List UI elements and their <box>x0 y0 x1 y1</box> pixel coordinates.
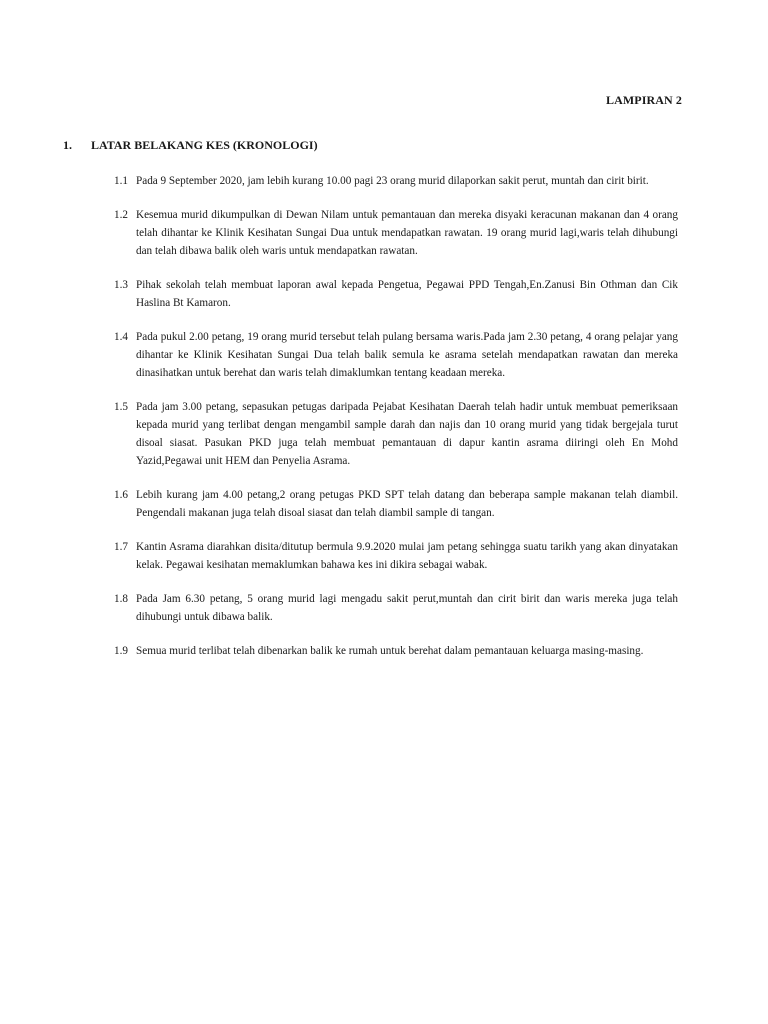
list-item <box>114 328 678 382</box>
item-number: 1.9 <box>114 645 128 657</box>
item-text: Pihak sekolah telah membuat laporan awal kepada Pengetua, Pegawai PPD Tengah,En.Zanusi Bin Othman dan Cik Haslina Bt Kamaron. <box>136 279 678 309</box>
list-item <box>114 538 678 574</box>
item-number: 1.8 <box>114 593 128 605</box>
item-text: Pada pukul 2.00 petang, 19 orang murid tersebut telah pulang bersama waris.Pada jam 2.30 petang, 4 orang pelajar yang dihantar ke Klinik Kesihatan Sungai Dua telah balik semula ke asrama setelah mendapatkan rawatan dan mereka dinasihatkan untuk berehat dan waris telah dimaklumkan tentang keadaan mereka. <box>136 331 678 379</box>
item-number: 1.6 <box>114 489 128 501</box>
item-number: 1.5 <box>114 401 128 413</box>
list-item <box>114 206 678 260</box>
list-item <box>114 590 678 626</box>
section-title: LATAR BELAKANG KES (KRONOLOGI) <box>91 138 318 152</box>
item-number: 1.3 <box>114 279 128 291</box>
item-text: Kesemua murid dikumpulkan di Dewan Nilam untuk pemantauan dan mereka disyaki keracunan makanan dan 4 orang telah dihantar ke Klinik Kesihatan Sungai Dua untuk mendapatkan rawatan. 19 orang murid lagi,waris telah dihubungi dan telah dibawa balik oleh waris untuk mendapatkan rawatan. <box>136 209 678 257</box>
list-item <box>114 398 678 470</box>
section-heading <box>63 138 318 153</box>
item-text: Pada 9 September 2020, jam lebih kurang 10.00 pagi 23 orang murid dilaporkan sakit perut, muntah dan cirit birit. <box>136 175 649 187</box>
list-item <box>114 172 678 190</box>
list-item <box>114 486 678 522</box>
section-number: 1. <box>63 138 72 152</box>
list-item <box>114 642 678 660</box>
item-text: Kantin Asrama diarahkan disita/ditutup bermula 9.9.2020 mulai jam petang sehingga suatu tarikh yang akan dinyatakan kelak. Pegawai kesihatan memaklumkan bahawa kes ini dikira sebagai wabak. <box>136 541 678 571</box>
item-text: Pada jam 3.00 petang, sepasukan petugas daripada Pejabat Kesihatan Daerah telah hadir untuk membuat pemeriksaan kepada murid yang terlibat dengan mengambil sample darah dan najis dan 10 orang murid yang tidak bergejala turut disoal siasat. Pasukan PKD juga telah membuat pemantauan di dapur kantin asrama diiringi oleh En Mohd Yazid,Pegawai unit HEM dan Penyelia Asrama. <box>136 401 678 467</box>
item-text: Semua murid terlibat telah dibenarkan balik ke rumah untuk berehat dalam pemantauan keluarga masing-masing. <box>136 645 644 657</box>
item-number: 1.2 <box>114 209 128 221</box>
item-text: Pada Jam 6.30 petang, 5 orang murid lagi mengadu sakit perut,muntah dan cirit birit dan waris mereka juga telah dihubungi untuk dibawa balik. <box>136 593 678 623</box>
lampiran-label: LAMPIRAN 2 <box>606 93 682 107</box>
item-number: 1.7 <box>114 541 128 553</box>
list-item <box>114 276 678 312</box>
item-number: 1.4 <box>114 331 128 343</box>
chronology-list <box>114 172 678 676</box>
item-text: Lebih kurang jam 4.00 petang,2 orang petugas PKD SPT telah datang dan beberapa sample makanan telah diambil. Pengendali makanan juga telah disoal siasat dan telah diambil sample di tangan. <box>136 489 678 519</box>
item-number: 1.1 <box>114 175 128 187</box>
